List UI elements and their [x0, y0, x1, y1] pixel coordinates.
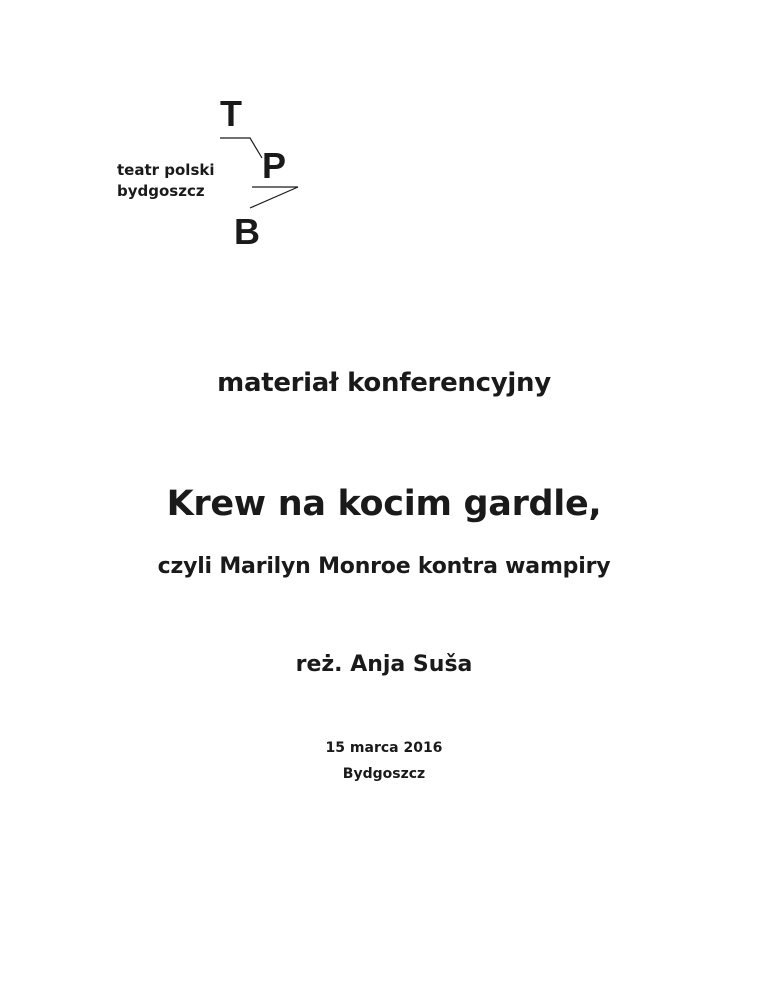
logo-letter-b: B	[234, 211, 260, 252]
event-city: Bydgoszcz	[342, 766, 426, 782]
play-title: Krew na kocim gardle,	[166, 484, 602, 524]
logo-name-line1: teatr polski	[117, 161, 215, 179]
play-subtitle: czyli Marilyn Monroe kontra wampiry	[157, 554, 611, 579]
logo-letter-t: T	[220, 93, 242, 134]
event-date: 15 marca 2016	[325, 740, 443, 756]
logo-wordmark	[117, 160, 215, 202]
logo-name-line2: bydgoszcz	[117, 182, 205, 200]
logo-letter-p: P	[262, 145, 287, 186]
theatre-logo	[100, 90, 320, 260]
document-kind: materiał konferencyjny	[217, 368, 551, 398]
director-credit: reż. Anja Suša	[295, 652, 473, 677]
